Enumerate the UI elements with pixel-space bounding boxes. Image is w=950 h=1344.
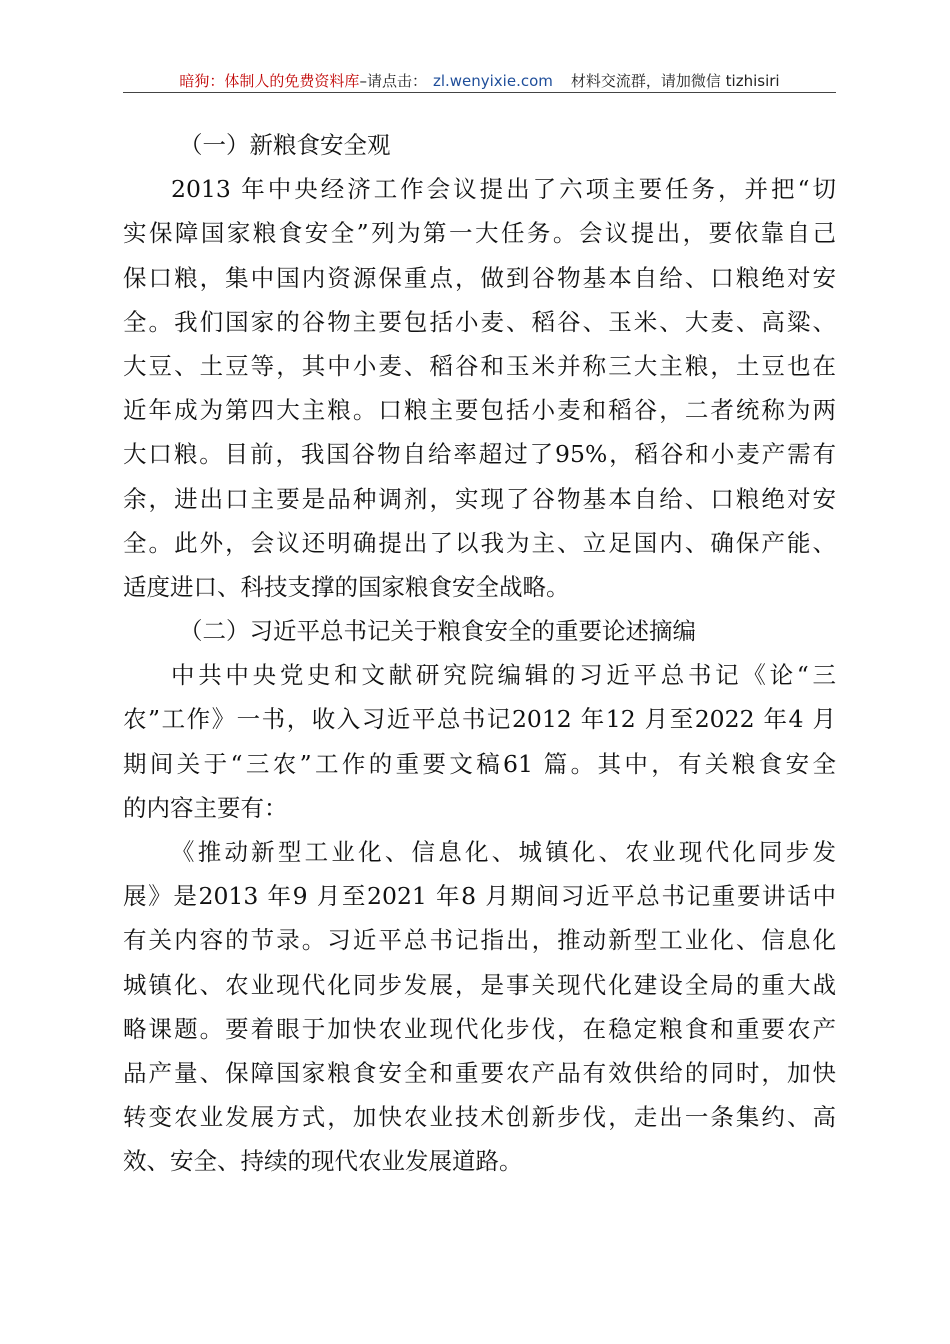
section-heading-2: （二）习近平总书记关于粮食安全的重要论述摘编 bbox=[179, 617, 696, 646]
header-click-label: –请点击： bbox=[359, 72, 427, 90]
paragraph-line: 全。我们国家的谷物主要包括小麦、稻谷、玉米、大麦、高粱、 bbox=[123, 307, 836, 336]
paragraph-line: 期间关于“三农”工作的重要文稿61 篇。其中，有关粮食安全 bbox=[123, 749, 836, 778]
paragraph-line: 品产量、保障国家粮食安全和重要农产品有效供给的同时，加快 bbox=[123, 1058, 836, 1087]
paragraph-line: 效、安全、持续的现代农业发展道路。 bbox=[123, 1147, 523, 1176]
paragraph-line: 中共中央党史和文献研究院编辑的习近平总书记《论“三 bbox=[171, 661, 836, 690]
paragraph-line: 大豆、土豆等，其中小麦、稻谷和玉米并称三大主粮，土豆也在 bbox=[123, 351, 836, 380]
paragraph-line: 有关内容的节录。习近平总书记指出，推动新型工业化、信息化 bbox=[123, 926, 836, 955]
paragraph-line: 农”工作》一书，收入习近平总书记2012 年12 月至2022 年4 月 bbox=[123, 705, 836, 734]
paragraph-food-security-concept bbox=[123, 167, 836, 609]
paragraph-line: 大口粮。目前，我国谷物自给率超过了95%，稻谷和小麦产需有 bbox=[123, 440, 836, 469]
paragraph-line: 转变农业发展方式，加快农业技术创新步伐，走出一条集约、高 bbox=[123, 1103, 836, 1132]
paragraph-line: 《推动新型工业化、信息化、城镇化、农业现代化同步发 bbox=[171, 838, 836, 866]
document-body bbox=[123, 123, 836, 1184]
paragraph-line: 余，进出口主要是品种调剂，实现了谷物基本自给、口粮绝对安 bbox=[123, 484, 836, 513]
paragraph-line: 展》是2013 年9 月至2021 年8 月期间习近平总书记重要讲话中 bbox=[123, 882, 836, 911]
paragraph-line: 近年成为第四大主粮。口粮主要包括小麦和稻谷，二者统称为两 bbox=[123, 396, 836, 425]
paragraph-line: 保口粮，集中国内资源保重点，做到谷物基本自给、口粮绝对安 bbox=[123, 263, 836, 292]
header-wechat-note: 材料交流群，请加微信 tizhisiri bbox=[570, 72, 780, 90]
header-site-link[interactable]: zl.wenyixie.com bbox=[432, 72, 553, 90]
paragraph-line: 实保障国家粮食安全”列为第一大任务。会议提出，要依靠自己 bbox=[123, 219, 836, 248]
paragraph-book-intro bbox=[123, 653, 836, 830]
header-source-name: 暗狗：体制人的免费资料库 bbox=[179, 72, 360, 90]
paragraph-line: 略课题。要着眼于加快农业现代化步伐，在稳定粮食和重要农产 bbox=[123, 1014, 836, 1043]
paragraph-line: 2013 年中央经济工作会议提出了六项主要任务，并把“切 bbox=[171, 175, 836, 204]
paragraph-line: 全。此外，会议还明确提出了以我为主、立足国内、确保产能、 bbox=[123, 528, 836, 557]
page-header bbox=[123, 68, 836, 93]
section-heading-1: （一）新粮食安全观 bbox=[179, 131, 391, 159]
paragraph-line: 城镇化、农业现代化同步发展，是事关现代化建设全局的重大战 bbox=[123, 970, 836, 999]
paragraph-line: 适度进口、科技支撑的国家粮食安全战略。 bbox=[123, 572, 570, 601]
paragraph-modernization-excerpt bbox=[123, 830, 836, 1184]
paragraph-line: 的内容主要有： bbox=[123, 793, 288, 822]
